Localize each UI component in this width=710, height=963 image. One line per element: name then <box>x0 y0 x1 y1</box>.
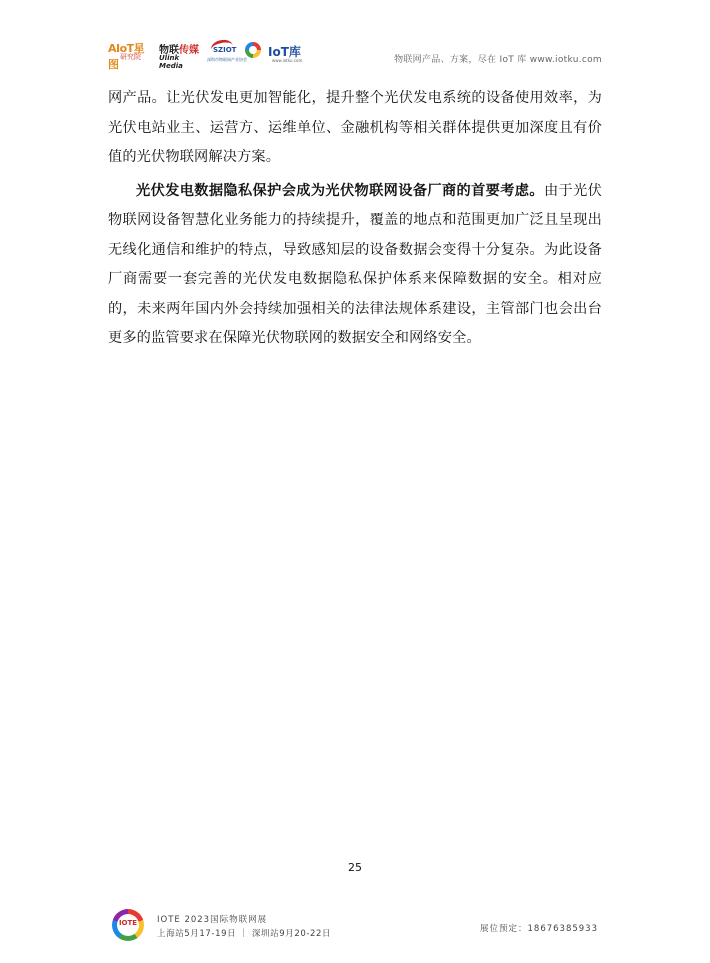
ulink-media-logo <box>159 40 203 70</box>
footer-expo-dates: 上海站5月17-19日 ｜ 深圳站9月20-22日 <box>157 929 332 939</box>
iote-ring-icon <box>245 42 261 58</box>
ulink-logo-sub: Ulink Media <box>159 54 183 70</box>
page-footer <box>0 900 710 950</box>
aiot-logo <box>108 40 154 71</box>
sziot-logo <box>207 40 245 66</box>
iote-ring-logo <box>245 40 263 66</box>
document-body <box>108 84 602 354</box>
sziot-logo-sub: 深圳市物联网产业协会 <box>207 57 247 62</box>
ulink-logo-highlight: 传媒 <box>179 45 199 56</box>
iotku-logo-text: IoT库 <box>268 45 301 59</box>
aiot-logo-sub: 研究院 <box>120 53 141 61</box>
page-number: 25 <box>348 861 362 874</box>
iotku-logo <box>268 40 304 66</box>
paragraph-2 <box>108 177 602 354</box>
footer-expo-title: IOTE 2023国际物联网展 <box>157 915 268 925</box>
iotku-logo-sub: www.iotku.com <box>272 58 303 63</box>
paragraph-1: 网产品。让光伏发电更加智能化，提升整个光伏发电系统的设备使用效率，为光伏电站业主、运营方、运维单位、金融机构等相关群体提供更加深度且有价值的光伏物联网解决方案。 <box>108 90 602 165</box>
footer-booking-contact: 展位预定：18676385933 <box>480 924 598 934</box>
ulink-logo-main: 物联 <box>159 45 179 56</box>
header-tagline: 物联网产品、方案，尽在 IoT 库 www.iotku.com <box>394 55 602 65</box>
aiot-logo-text: AIoT星图 <box>108 42 145 71</box>
sziot-logo-text: SZIOT <box>213 46 237 54</box>
iote-expo-logo-text: IOTE <box>118 919 138 927</box>
paragraph-2-lead: 光伏发电数据隐私保护会成为光伏物联网设备厂商的首要考虑。 <box>136 182 544 199</box>
paragraph-2-body: 由于光伏物联网设备智慧化业务能力的持续提升，覆盖的地点和范围更加广泛且呈现出无线化通信和维护的特点，导致感知层的设备数据会变得十分复杂。为此设备厂商需要一套完善的光伏发电数据隐私保护体系来保障数据的安全。相对应的，未来两年国内外会持续加强相关的法律法规体系建设，主管部门也会出台更多的监管要求在保障光伏物联网的数据安全和网络安全。 <box>108 182 602 346</box>
iote-expo-logo <box>112 909 144 941</box>
page-header <box>0 0 710 70</box>
